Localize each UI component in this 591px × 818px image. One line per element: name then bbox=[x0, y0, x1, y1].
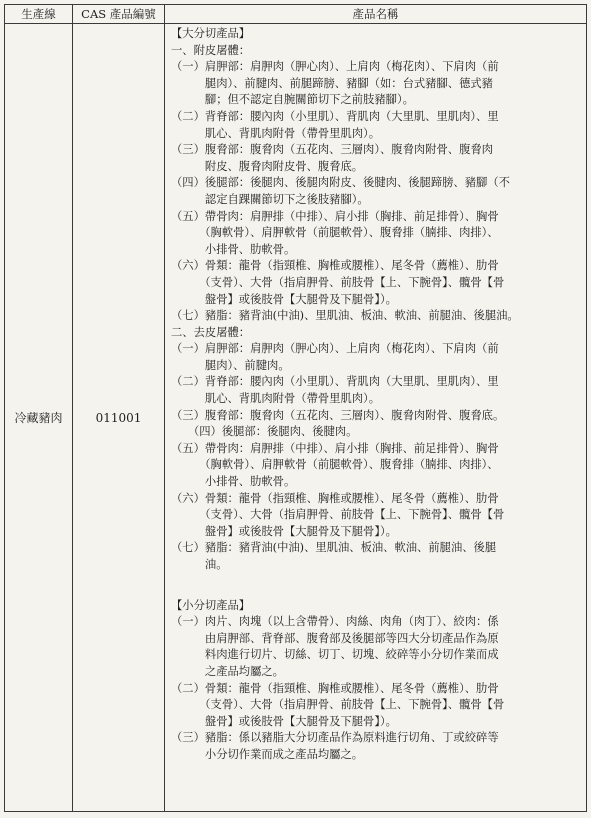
description-line: 認定自踝關節切下之後肢豬腳）。 bbox=[171, 192, 369, 206]
description-line: 小排骨、肋軟骨。 bbox=[171, 242, 296, 256]
description-line: （支骨）、大骨（指肩胛骨、前肢骨【上、下腕骨】、髖骨【骨 bbox=[171, 275, 505, 289]
description-line: （二）骨類：龍骨（指頸椎、胸椎或腰椎）、尾冬骨（薦椎）、肋骨 bbox=[171, 681, 499, 695]
header-row bbox=[5, 5, 587, 24]
description-line: 腳；但不認定自腕關節切下之前肢豬腳）。 bbox=[171, 93, 414, 107]
description-line: （三）腹脅部：腹脅肉（五花肉、三層肉）、腹脅肉附骨、腹脅底。 bbox=[171, 408, 505, 422]
description-line: （二）背脊部：腰內肉（小里肌）、背肌肉（大里肌、里肌肉）、里 bbox=[171, 375, 499, 389]
description-line: 肌心、背肌肉附骨（帶骨里肌肉）。 bbox=[171, 126, 380, 140]
production-line-cell: 冷藏豬肉 bbox=[5, 24, 73, 812]
description-line: （支骨）、大骨（指肩胛骨、前肢骨【上、下腕骨】、髖骨【骨 bbox=[171, 698, 505, 712]
description-line: 【大分切產品】 bbox=[171, 27, 251, 40]
description-line: （五）帶骨肉：肩胛排（中排）、肩小排（胸排、前足排骨）、胸骨 bbox=[171, 209, 499, 223]
product-name-cell bbox=[165, 24, 587, 812]
description-line: 【小分切產品】 bbox=[171, 598, 251, 612]
description-line: 一、附皮屠體： bbox=[171, 43, 251, 57]
description-line: 腿肉）、前腱肉。 bbox=[171, 358, 290, 372]
description-line: （胸軟骨）、肩胛軟骨（前腿軟骨）、腹脅排（腩排、肉排）、 bbox=[171, 458, 499, 472]
large-cut-section bbox=[171, 26, 580, 574]
description-line: 料肉進行切片、切絲、切丁、切塊、絞碎等小分切作業而成 bbox=[171, 648, 499, 662]
description-line: （三）豬脂：係以豬脂大分切產品作為原料進行切角、丁或絞碎等 bbox=[171, 731, 499, 745]
description-line: （六）骨類：龍骨（指頸椎、胸椎或腰椎）、尾冬骨（薦椎）、肋骨 bbox=[171, 491, 499, 505]
description-line: 盤骨】或後肢骨【大腿骨及下腿骨】）。 bbox=[171, 714, 397, 728]
cas-code-cell: 011001 bbox=[73, 24, 165, 812]
section-gap bbox=[171, 574, 580, 598]
description-line: （三）腹脅部：腹脅肉（五花肉、三層肉）、腹脅肉附骨、腹脅肉 bbox=[171, 143, 493, 157]
description-line: 盤骨】或後肢骨【大腿骨及下腿骨】）。 bbox=[171, 524, 397, 538]
header-cas-code: CAS 產品編號 bbox=[73, 5, 165, 24]
description-line: 盤骨】或後肢骨【大腿骨及下腿骨】）。 bbox=[171, 292, 397, 306]
description-line: （胸軟骨）、肩胛軟骨（前腿軟骨）、腹脅排（腩排、肉排）、 bbox=[171, 226, 499, 240]
description-line: 二、去皮屠體： bbox=[171, 325, 251, 339]
table-row bbox=[5, 24, 587, 812]
description-line: （四）後腿部：後腿肉、後腿肉附皮、後腱肉、後腿蹄膀、豬腳（不 bbox=[171, 176, 510, 190]
description-line: （六）骨類：龍骨（指頸椎、胸椎或腰椎）、尾冬骨（薦椎）、肋骨 bbox=[171, 259, 499, 273]
header-production-line: 生產線 bbox=[5, 5, 73, 24]
description-line: 肌心、背肌肉附骨（帶骨里肌肉）。 bbox=[171, 392, 380, 406]
description-line: （一）肩胛部：肩胛肉（胛心肉）、上肩肉（梅花肉）、下肩肉（前 bbox=[171, 60, 499, 74]
description-line: （七）豬脂：豬背油(中油)、里肌油、板油、軟油、前腿油、後腿 bbox=[171, 541, 497, 555]
product-table bbox=[4, 4, 587, 812]
description-line: 由肩胛部、背脊部、腹脅部及後腿部等四大分切產品作為原 bbox=[171, 631, 499, 645]
description-line: 小分切作業而成之產品均屬之。 bbox=[171, 747, 364, 761]
description-line: （五）帶骨肉：肩胛排（中排）、肩小排（胸排、前足排骨）、胸骨 bbox=[171, 441, 499, 455]
description-line: （四）後腿部：後腿肉、後腱肉。 bbox=[171, 425, 358, 439]
description-line: 油。 bbox=[171, 558, 228, 571]
description-line: 之產品均屬之。 bbox=[171, 664, 284, 678]
description-line: （支骨）、大骨（指肩胛骨、前肢骨【上、下腕骨】、髖骨【骨 bbox=[171, 508, 505, 522]
description-line: （一）肩胛部：肩胛肉（胛心肉）、上肩肉（梅花肉）、下肩肉（前 bbox=[171, 342, 499, 356]
description-line: （七）豬脂：豬背油(中油)、里肌油、板油、軟油、前腿油、後腿油。 bbox=[171, 309, 519, 323]
description-line: 附皮、腹脅肉附皮骨、腹脅底。 bbox=[171, 159, 364, 173]
description-line: 小排骨、肋軟骨。 bbox=[171, 475, 296, 489]
header-product-name: 產品名稱 bbox=[165, 5, 587, 24]
description-line: （一）肉片、肉塊（以上含帶骨）、肉絲、肉角（肉丁）、絞肉：係 bbox=[171, 615, 499, 629]
small-cut-section bbox=[171, 598, 580, 764]
description-line: （二）背脊部：腰內肉（小里肌）、背肌肉（大里肌、里肌肉）、里 bbox=[171, 109, 499, 123]
description-line: 腿肉）、前腱肉、前腿蹄膀、豬腳（如：台式豬腳、德式豬 bbox=[171, 76, 493, 90]
